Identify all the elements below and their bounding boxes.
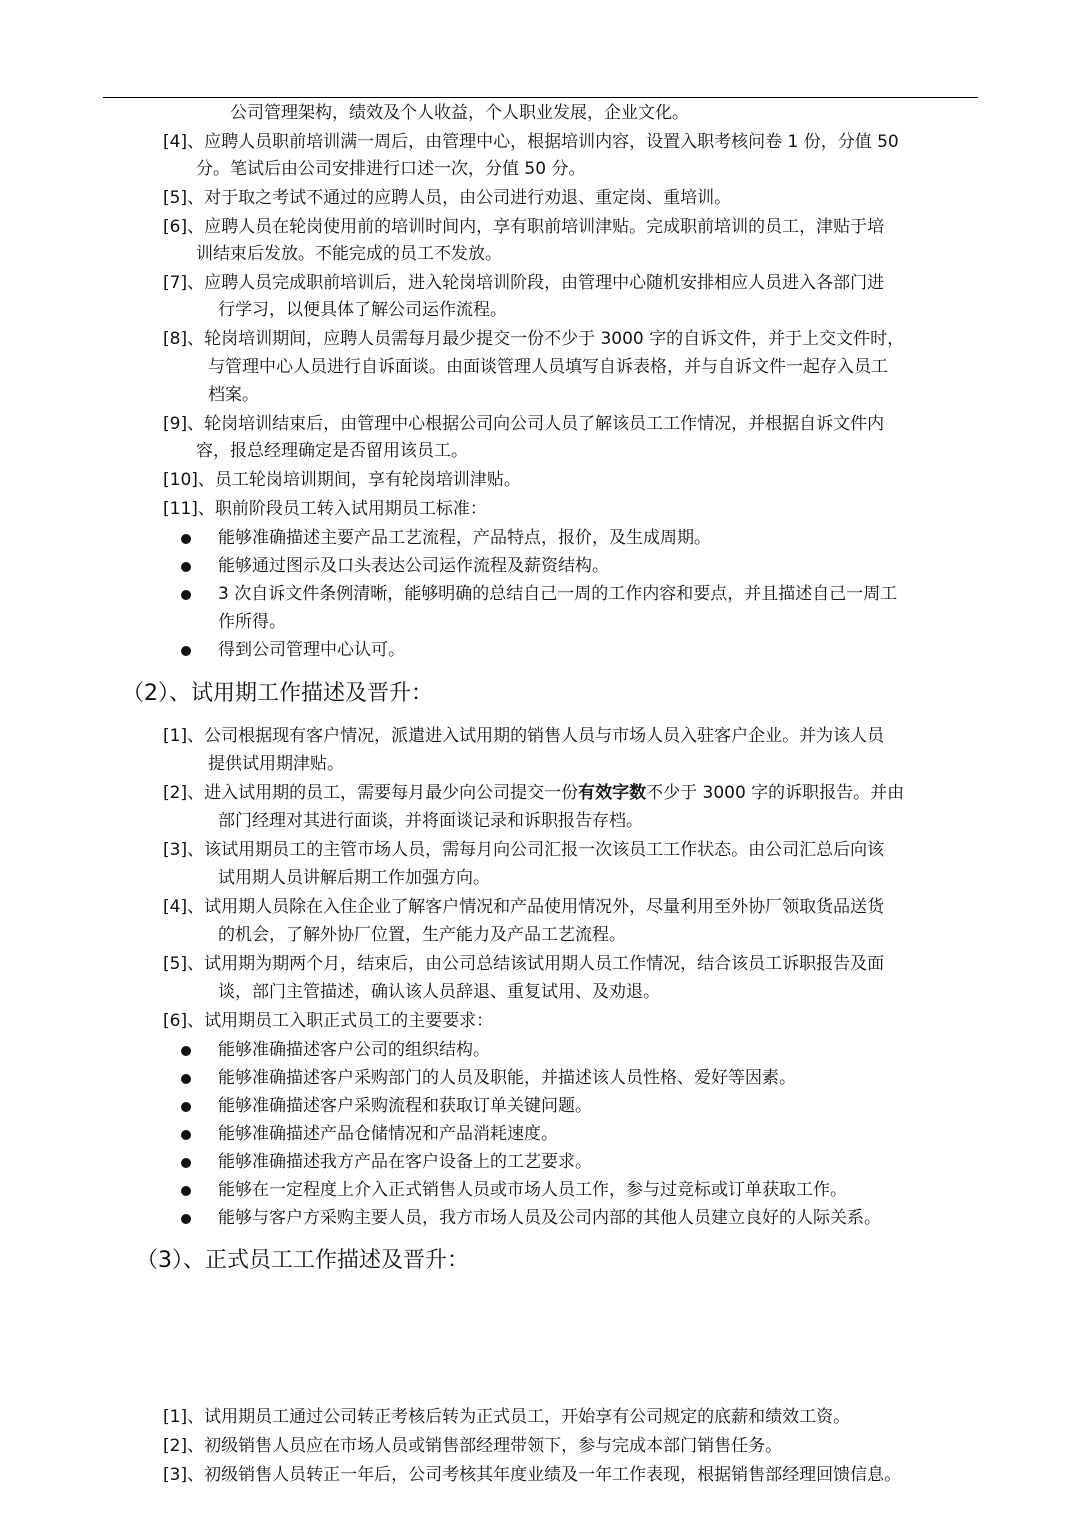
bullet-dot [181, 1130, 191, 1140]
list-item-cont: 行学习，以便具体了解公司运作流程。 [218, 300, 507, 320]
bullet-dot [181, 1046, 191, 1056]
list-item-cont: 试用期人员讲解后期工作加强方向。 [218, 868, 490, 888]
list-item-cont: 提供试用期津贴。 [208, 754, 344, 774]
bullet-dot [181, 590, 191, 600]
list-item: [4]、应聘人员职前培训满一周后，由管理中心，根据培训内容，设置入职考核问卷 1 份，分值 50 [163, 132, 899, 152]
bullet-item: 能够与客户方采购主要人员，我方市场人员及公司内部的其他人员建立良好的人际关系。 [218, 1208, 881, 1228]
bullet-dot [181, 562, 191, 572]
continuation-line: 公司管理架构，绩效及个人收益，个人职业发展，企业文化。 [230, 103, 689, 123]
list-item: [4]、试用期人员除在入住企业了解客户情况和产品使用情况外，尽量利用至外协厂领取货品送货 [163, 897, 885, 917]
bullet-item: 能够准确描述我方产品在客户设备上的工艺要求。 [218, 1152, 592, 1172]
bullet-dot [181, 1102, 191, 1112]
list-item: [3]、初级销售人员转正一年后，公司考核其年度业绩及一年工作表现，根据销售部经理回馈信息。 [163, 1465, 902, 1485]
list-item-cont: 的机会，了解外协厂位置，生产能力及产品工艺流程。 [218, 925, 626, 945]
list-item-cont: 容，报总经理确定是否留用该员工。 [196, 441, 468, 461]
list-item-cont: 与管理中心人员进行自诉面谈。由面谈管理人员填写自诉表格，并与自诉文件一起存入员工 [208, 357, 888, 377]
list-item: [1]、试用期员工通过公司转正考核后转为正式员工，开始享有公司规定的底薪和绩效工资。 [163, 1407, 851, 1427]
bullet-item: 能够准确描述主要产品工艺流程，产品特点，报价，及生成周期。 [218, 528, 711, 548]
item-text: 不少于 3000 字的诉职报告。并由 [646, 783, 905, 803]
list-item: [10]、员工轮岗培训期间，享有轮岗培训津贴。 [163, 470, 521, 490]
bullet-item: 3 次自诉文件条例清晰，能够明确的总结自己一周的工作内容和要点，并且描述自己一周工 [218, 584, 898, 604]
bullet-item: 得到公司管理中心认可。 [218, 640, 405, 660]
bullet-dot [181, 1074, 191, 1084]
list-item: [5]、试用期为期两个月，结束后，由公司总结该试用期人员工作情况，结合该员工诉职报告及面 [163, 954, 885, 974]
bullet-dot [181, 1158, 191, 1168]
bullet-dot [181, 1214, 191, 1224]
emphasis-text: 有效字数 [578, 783, 647, 803]
list-item: [6]、应聘人员在轮岗使用前的培训时间内，享有职前培训津贴。完成职前培训的员工，津贴于培 [163, 217, 885, 237]
bullet-item: 能够在一定程度上介入正式销售人员或市场人员工作，参与过竞标或订单获取工作。 [218, 1180, 847, 1200]
list-item: [9]、轮岗培训结束后，由管理中心根据公司向公司人员了解该员工工作情况，并根据自诉文件内 [163, 414, 885, 434]
list-item-cont: 分。笔试后由公司安排进行口述一次，分值 50 分。 [196, 159, 586, 179]
bullet-item: 能够准确描述客户采购部门的人员及职能，并描述该人员性格、爱好等因素。 [218, 1068, 796, 1088]
list-item-cont: 训结束后发放。不能完成的员工不发放。 [196, 244, 502, 264]
section-heading: （2）、试用期工作描述及晋升： [122, 681, 433, 706]
bullet-item: 能够准确描述客户公司的组织结构。 [218, 1040, 490, 1060]
bullet-item-cont: 作所得。 [218, 612, 286, 632]
section-heading: （3）、正式员工工作描述及晋升： [136, 1248, 469, 1273]
list-item: [8]、轮岗培训期间，应聘人员需每月最少提交一份不少于 3000 字的自诉文件，并于上交文件时， [163, 329, 905, 349]
list-item [163, 781, 904, 805]
list-item: [3]、该试用期员工的主管市场人员，需每月向公司汇报一次该员工工作状态。由公司汇总后向该 [163, 840, 885, 860]
list-item: [11]、职前阶段员工转入试用期员工标准： [163, 499, 487, 519]
bullet-dot [181, 646, 191, 656]
item-text: [2]、进入试用期的员工，需要每月最少向公司提交一份 [163, 783, 579, 803]
bullet-item: 能够准确描述产品仓储情况和产品消耗速度。 [218, 1124, 558, 1144]
bullet-item: 能够准确描述客户采购流程和获取订单关键问题。 [218, 1096, 592, 1116]
list-item-cont: 谈，部门主管描述，确认该人员辞退、重复试用、及劝退。 [218, 982, 660, 1002]
list-item: [1]、公司根据现有客户情况，派遣进入试用期的销售人员与市场人员入驻客户企业。并为该人员 [163, 726, 885, 746]
list-item: [7]、应聘人员完成职前培训后，进入轮岗培训阶段，由管理中心随机安排相应人员进入各部门进 [163, 273, 885, 293]
bullet-item: 能够通过图示及口头表达公司运作流程及薪资结构。 [218, 556, 609, 576]
list-item: [2]、初级销售人员应在市场人员或销售部经理带领下，参与完成本部门销售任务。 [163, 1436, 783, 1456]
list-item: [5]、对于取之考试不通过的应聘人员，由公司进行劝退、重定岗、重培训。 [163, 188, 732, 208]
header-rule [103, 97, 978, 98]
bullet-dot [181, 534, 191, 544]
list-item-cont: 部门经理对其进行面谈，并将面谈记录和诉职报告存档。 [218, 811, 643, 831]
list-item: [6]、试用期员工入职正式员工的主要要求： [163, 1011, 494, 1031]
list-item-cont: 档案。 [208, 385, 259, 405]
bullet-dot [181, 1186, 191, 1196]
